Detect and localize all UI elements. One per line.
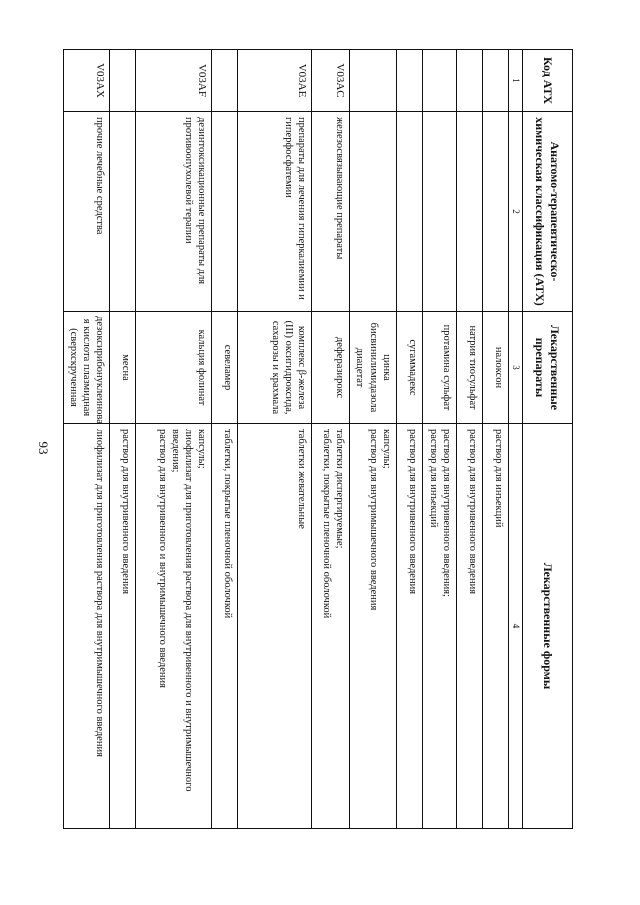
cell-code — [396, 50, 422, 112]
cell-forms: раствор для инъекций — [482, 424, 508, 829]
cell-code — [422, 50, 456, 112]
cell-code — [110, 50, 136, 112]
column-header-drug: Лекарственные препараты — [523, 312, 573, 424]
table-body — [64, 50, 509, 829]
table-row — [396, 50, 422, 829]
cell-code: V03AC — [312, 50, 350, 112]
cell-drug: деферазирокс — [312, 312, 350, 424]
cell-code: V03AX — [64, 50, 110, 112]
cell-forms: таблетки, покрытые пленочной оболочкой — [212, 424, 238, 829]
cell-drug: цинка бисвинилимидазола диацетат — [350, 312, 396, 424]
table-row — [350, 50, 396, 829]
cell-forms: раствор для внутривенного введения; раствор для инъекций — [422, 424, 456, 829]
column-number-row — [508, 50, 522, 829]
table-row — [212, 50, 238, 829]
column-header-atc: Анатомо-терапевтическо-химическая классификация (АТХ) — [523, 112, 573, 312]
column-number: 1 — [508, 50, 522, 112]
cell-code: V03AF — [136, 50, 212, 112]
column-number: 2 — [508, 112, 522, 312]
cell-forms: таблетки диспергируемые; таблетки, покрытые пленочной оболочкой — [312, 424, 350, 829]
table-row — [64, 50, 110, 829]
table-row — [110, 50, 136, 829]
cell-atc — [456, 112, 482, 312]
cell-forms: капсулы; лиофилизат для приготовления раствора для внутривенного и внутримышечного введения; раствор для внутривенного и внутримышечного введения — [136, 424, 212, 829]
cell-drug: сугаммадекс — [396, 312, 422, 424]
cell-atc — [422, 112, 456, 312]
cell-forms: капсулы; раствор для внутримышечного введения — [350, 424, 396, 829]
cell-drug: натрия тиосульфат — [456, 312, 482, 424]
cell-drug: комплекс β-железа (III) оксигидроксида, сахарозы и крахмала — [238, 312, 312, 424]
table-row — [422, 50, 456, 829]
cell-forms: раствор для внутривенного введения — [396, 424, 422, 829]
table-header-row — [523, 50, 573, 829]
table-row — [456, 50, 482, 829]
table-row — [238, 50, 312, 829]
column-number: 3 — [508, 312, 522, 424]
cell-atc — [350, 112, 396, 312]
cell-atc: препараты для лечения гиперкалиемии и гиперфосфатемии — [238, 112, 312, 312]
cell-forms: раствор для внутривенного введения — [110, 424, 136, 829]
table-row — [312, 50, 350, 829]
drug-table — [63, 49, 573, 829]
document-table-wrapper — [70, 49, 573, 829]
cell-code — [456, 50, 482, 112]
cell-forms: лиофилизат для приготовления раствора для внутримышечного введения — [64, 424, 110, 829]
cell-forms: таблетки жевательные — [238, 424, 312, 829]
column-header-code: Код АТХ — [523, 50, 573, 112]
cell-drug: налоксон — [482, 312, 508, 424]
cell-drug: севеламер — [212, 312, 238, 424]
cell-drug: месна — [110, 312, 136, 424]
column-number: 4 — [508, 424, 522, 829]
cell-atc: железосвязывающие препараты — [312, 112, 350, 312]
cell-drug: протамина сульфат — [422, 312, 456, 424]
cell-code — [482, 50, 508, 112]
cell-atc — [482, 112, 508, 312]
cell-drug: дезоксирибонуклеинова я кислота плазмидная (сверхскрученная — [64, 312, 110, 424]
cell-code — [212, 50, 238, 112]
cell-atc: прочие лечебные средства — [64, 112, 110, 312]
cell-atc: дезинтоксикационные препараты для противоопухолевой терапии — [136, 112, 212, 312]
cell-atc — [396, 112, 422, 312]
cell-code: V03AE — [238, 50, 312, 112]
cell-atc — [212, 112, 238, 312]
cell-code — [350, 50, 396, 112]
table-row — [482, 50, 508, 829]
cell-forms: раствор для внутривенного введения — [456, 424, 482, 829]
table-row — [136, 50, 212, 829]
page-number: 93 — [36, 441, 51, 455]
column-header-forms: Лекарственные формы — [523, 424, 573, 829]
cell-atc — [110, 112, 136, 312]
cell-drug: кальция фолинат — [136, 312, 212, 424]
